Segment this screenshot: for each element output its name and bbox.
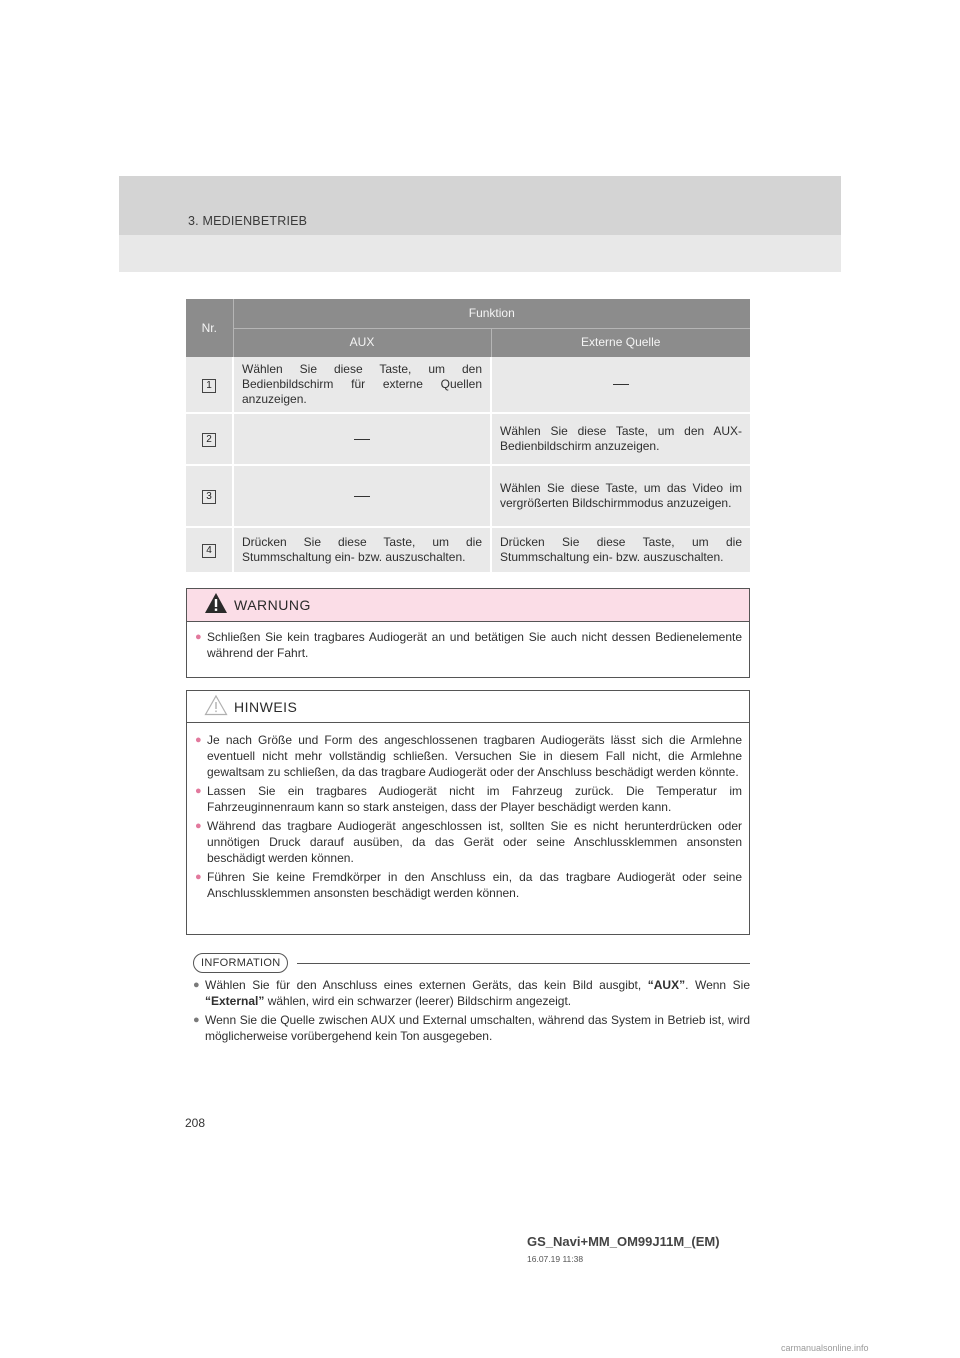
bullet-icon: ● <box>195 785 202 797</box>
dash-icon <box>354 496 370 497</box>
hint-title: HINWEIS <box>234 699 298 715</box>
number-box-icon: 4 <box>202 544 216 558</box>
warning-text: Schließen Sie kein tragbares Audiogerät an und betätigen Sie auch nicht dessen Bedienelemente während der Fahrt. <box>207 630 742 660</box>
page-number: 208 <box>185 1116 206 1130</box>
number-box-icon: 2 <box>202 433 216 447</box>
function-table <box>186 299 750 574</box>
extern-cell: Wählen Sie diese Taste, um das Video im vergrößerten Bildschirmmodus anzuzeigen. <box>491 465 750 527</box>
info-text-part: wählen, wird ein schwarzer (leerer) Bildschirm angezeigt. <box>264 994 572 1008</box>
hint-text: Je nach Größe und Form des angeschlossenen tragbaren Audiogeräts lässt sich die Armlehne eventuell nicht mehr vollständig schließen. Versuchen Sie in diesem Fall nicht, die Armlehne gewaltsam zu schließen, da das tragbare Audiogerät oder der Anschluss beschädigt werden könnte. <box>207 733 742 779</box>
info-text-part: . Wenn Sie <box>685 978 750 992</box>
extern-cell: Drücken Sie diese Taste, um die Stummschaltung ein- bzw. auszuschalten. <box>491 527 750 573</box>
column-header-funktion: Funktion <box>233 299 750 328</box>
aux-cell: Drücken Sie diese Taste, um die Stummschaltung ein- bzw. auszuschalten. <box>233 527 491 573</box>
table-row <box>186 357 750 413</box>
dash-icon <box>354 439 370 440</box>
info-text-bold: “AUX” <box>647 978 686 992</box>
info-text: Wenn Sie die Quelle zwischen AUX und External umschalten, während das System in Betrieb ist, wird möglicherweise vorübergehend kein Ton ausgegeben. <box>205 1013 750 1043</box>
aux-cell: Wählen Sie diese Taste, um den Bedienbildschirm für externe Quellen anzuzeigen. <box>233 357 491 413</box>
warning-header <box>187 589 749 622</box>
list-item <box>193 1012 750 1044</box>
bullet-icon: ● <box>193 979 200 991</box>
information-tag: INFORMATION <box>193 953 288 973</box>
number-box-icon: 3 <box>202 490 216 504</box>
table-row <box>186 413 750 465</box>
information-body <box>193 977 750 1047</box>
extern-cell-empty <box>491 357 750 413</box>
info-text-part: Wählen Sie für den Anschluss eines externen Geräts, das kein Bild ausgibt, <box>205 978 648 992</box>
bullet-icon: ● <box>195 734 202 746</box>
list-item <box>195 783 742 815</box>
number-box-icon: 1 <box>202 379 216 393</box>
table-row <box>186 527 750 573</box>
warning-body <box>187 622 749 661</box>
column-header-aux: AUX <box>233 328 491 357</box>
dash-icon <box>613 384 629 385</box>
warning-title: WARNUNG <box>234 597 311 613</box>
list-item <box>195 818 742 866</box>
hint-text: Lassen Sie ein tragbares Audiogerät nicht im Fahrzeug zurück. Die Temperatur im Fahrzeuginnenraum kann so stark ansteigen, dass der Player beschädigt werden kann. <box>207 784 742 814</box>
caution-triangle-icon <box>204 694 228 716</box>
list-item <box>195 732 742 780</box>
row-number-cell <box>186 465 233 527</box>
hint-header <box>187 691 749 723</box>
hint-text: Während das tragbare Audiogerät angeschlossen ist, sollten Sie es nicht herunterdrücken oder unnötigen Druck darauf ausüben, da das Gerät oder seine Anschlussklemmen ansonsten beschädigt werden können. <box>207 819 742 865</box>
row-number-cell <box>186 527 233 573</box>
warning-box <box>186 588 750 678</box>
watermark: carmanualsonline.info <box>781 1343 869 1353</box>
aux-cell-empty <box>233 413 491 465</box>
information-divider <box>297 963 750 964</box>
column-header-externe-quelle: Externe Quelle <box>491 328 750 357</box>
extern-cell: Wählen Sie diese Taste, um den AUX-Bedienbildschirm anzuzeigen. <box>491 413 750 465</box>
row-number-cell <box>186 413 233 465</box>
bullet-icon: ● <box>195 631 202 643</box>
print-date: 16.07.19 11:38 <box>527 1254 584 1264</box>
column-header-nr: Nr. <box>186 299 233 357</box>
bullet-icon: ● <box>195 871 202 883</box>
table-row <box>186 465 750 527</box>
hint-box <box>186 690 750 935</box>
row-number-cell <box>186 357 233 413</box>
warning-triangle-icon <box>204 592 228 614</box>
info-text-bold: “External” <box>205 994 265 1008</box>
hint-body <box>187 723 749 901</box>
hint-text: Führen Sie keine Fremdkörper in den Anschluss ein, da das tragbare Audiogerät oder seine Anschlussklemmen ansonsten beschädigt werden können. <box>207 870 742 900</box>
bullet-icon: ● <box>193 1014 200 1026</box>
document-code: GS_Navi+MM_OM99J11M_(EM) <box>527 1234 720 1249</box>
list-item <box>195 869 742 901</box>
section-title: 3. MEDIENBETRIEB <box>188 214 308 228</box>
bullet-icon: ● <box>195 820 202 832</box>
list-item <box>193 977 750 1009</box>
aux-cell-empty <box>233 465 491 527</box>
list-item <box>195 629 742 661</box>
header-band <box>119 176 841 272</box>
header-title-bar <box>119 176 841 235</box>
